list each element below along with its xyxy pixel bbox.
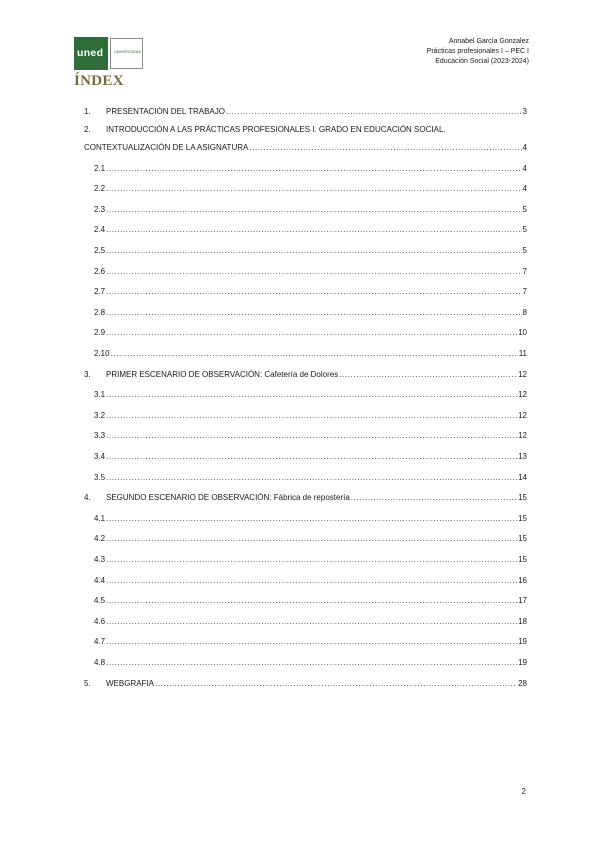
toc-subentry-number: 4.6 (94, 617, 106, 626)
toc-entry-2-9[interactable] (84, 325, 527, 338)
toc-entry-4-8[interactable] (84, 655, 527, 668)
toc-subentry-number: 3.5 (94, 473, 106, 482)
toc-entry-number: 3. (84, 370, 91, 379)
toc-entry-page: 12 (518, 431, 527, 440)
toc-entry-page: 5 (522, 225, 527, 234)
toc-subentry-number: 3.1 (94, 390, 106, 399)
toc-subentry-number: 2.9 (94, 328, 106, 337)
page-number: 2 (521, 787, 526, 796)
toc-entry-4-7[interactable] (84, 634, 527, 647)
toc-subentry-number: 2.3 (94, 205, 106, 214)
toc-leader-dots (106, 616, 517, 627)
toc-entry-page: 7 (522, 267, 527, 276)
toc-entry-3-1[interactable] (84, 387, 527, 400)
toc-leader-dots (106, 575, 517, 586)
toc-entry-label: INTRODUCCIÓN A LAS PRÁCTICAS PROFESIONALES I. GRADO EN EDUCACIÓN SOCIAL. (106, 125, 446, 134)
toc-entry-page: 5 (522, 205, 527, 214)
toc-entry-2-7[interactable] (84, 284, 527, 297)
toc-entry-3-5[interactable] (84, 470, 527, 483)
toc-leader-dots (106, 595, 517, 606)
toc-entry-page: 28 (518, 679, 527, 688)
toc-entry-page: 16 (518, 576, 527, 585)
toc-entry-2-2[interactable] (84, 181, 527, 194)
toc-entry-page: 11 (518, 349, 527, 358)
toc-entry-number: 1. (84, 107, 91, 116)
header-author: Annabel García Gonzalez (448, 38, 529, 45)
toc-subentry-number: 2.4 (94, 225, 106, 234)
toc-subentry-number: 2.7 (94, 287, 106, 296)
toc-leader-dots (106, 327, 517, 338)
toc-entry-page: 17 (518, 596, 527, 605)
toc-entry-page: 15 (518, 555, 527, 564)
toc-entry-label: PRIMER ESCENARIO DE OBSERVACIÓN: Cafetería de Dolores (106, 370, 339, 379)
toc-entry-number: 4. (84, 493, 91, 502)
toc-entry-3-3[interactable] (84, 428, 527, 441)
toc-entry-page: 15 (518, 534, 527, 543)
toc-entry-4-4[interactable] (84, 573, 527, 586)
toc-entry-4[interactable] (84, 490, 527, 503)
toc-subentry-number: 2.2 (94, 184, 106, 193)
toc-entry-page: 18 (518, 617, 527, 626)
toc-entry-number: 2. (84, 125, 91, 134)
toc-subentry-number: 2.8 (94, 308, 106, 317)
toc-subentry-number: 2.10 (94, 349, 110, 358)
toc-leader-dots (106, 245, 521, 256)
toc-entry-page: 4 (522, 184, 527, 193)
index-title: ÍNDEX (74, 73, 124, 89)
toc-entry-4-5[interactable] (84, 593, 527, 606)
toc-leader-dots (106, 307, 521, 318)
toc-entry-page: 3 (522, 107, 527, 116)
toc-entry-2-1[interactable] (84, 161, 527, 174)
toc-leader-dots (106, 657, 517, 668)
toc-leader-dots (226, 106, 522, 117)
toc-leader-dots (106, 533, 517, 544)
toc-leader-dots (111, 348, 518, 359)
toc-leader-dots (106, 183, 521, 194)
toc-entry-number: 5. (84, 679, 91, 688)
toc-entry-page: 4 (522, 143, 527, 152)
toc-entry-2-10[interactable] (84, 346, 527, 359)
toc-leader-dots (106, 389, 517, 400)
toc-entry-page: 7 (522, 287, 527, 296)
toc-entry-page: 10 (518, 328, 527, 337)
toc-entry-page: 13 (518, 452, 527, 461)
toc-entry-page: 19 (518, 637, 527, 646)
toc-entry-page: 15 (518, 493, 527, 502)
toc-subentry-number: 4.4 (94, 576, 106, 585)
toc-subentry-number: 2.5 (94, 246, 106, 255)
toc-leader-dots (106, 451, 517, 462)
toc-entry-2-8[interactable] (84, 305, 527, 318)
header-info (427, 37, 529, 67)
toc-entry-page: 5 (522, 246, 527, 255)
toc-leader-dots (106, 204, 521, 215)
toc-subentry-number: 4.1 (94, 514, 106, 523)
toc-leader-dots (106, 163, 521, 174)
toc-leader-dots (155, 678, 517, 689)
toc-entry-3[interactable] (84, 367, 527, 380)
uned-logo (74, 37, 144, 70)
toc-leader-dots (106, 224, 521, 235)
toc-entry-1[interactable] (84, 104, 527, 117)
toc-leader-dots (106, 472, 517, 483)
toc-entry-3-4[interactable] (84, 449, 527, 462)
toc-entry-2-3[interactable] (84, 202, 527, 215)
toc-subentry-number: 4.3 (94, 555, 106, 564)
toc-subentry-number: 2.1 (94, 164, 106, 173)
toc-entry-4-3[interactable] (84, 552, 527, 565)
header-degree: Educación Social (2023-2024) (435, 58, 529, 65)
toc-entry-page: 14 (518, 473, 527, 482)
uned-logo-secondary-text: UNIVERSIDAD (114, 49, 142, 54)
uned-logo-mark (74, 37, 108, 70)
toc-entry-page: 15 (518, 514, 527, 523)
toc-leader-dots (106, 286, 521, 297)
header-course: Prácticas profesionales I – PEC I (426, 48, 529, 55)
toc-entry-3-2[interactable] (84, 408, 527, 421)
toc-entry-2-4[interactable] (84, 222, 527, 235)
toc-entry-2-line2[interactable] (84, 140, 527, 153)
toc-entry-4-6[interactable] (84, 614, 527, 627)
toc-entry-page: 19 (518, 658, 527, 667)
toc-entry-page: 12 (518, 411, 527, 420)
uned-logo-text: uned (77, 47, 104, 59)
toc-subentry-number: 4.5 (94, 596, 106, 605)
toc-leader-dots (339, 369, 517, 380)
toc-entry-2-line1[interactable] (84, 124, 446, 135)
toc-entry-label: WEBGRAFIA (106, 679, 155, 688)
uned-logo-secondary (110, 38, 143, 69)
toc-entry-page: 8 (522, 308, 527, 317)
toc-entry-label: SEGUNDO ESCENARIO DE OBSERVACIÓN: Fábrica de repostería (106, 493, 350, 502)
toc-entry-label: PRESENTACIÓN DEL TRABAJO (106, 107, 225, 116)
toc-entry-label-continued: CONTEXTUALIZACIÓN DE LA ASIGNATURA (84, 143, 249, 152)
toc-entry-4-1[interactable] (84, 511, 527, 524)
toc-leader-dots (351, 492, 517, 503)
toc-subentry-number: 4.2 (94, 534, 106, 543)
toc-leader-dots (106, 636, 517, 647)
toc-leader-dots (249, 142, 521, 153)
toc-entry-2-6[interactable] (84, 264, 527, 277)
toc-subentry-number: 2.6 (94, 267, 106, 276)
toc-leader-dots (106, 554, 517, 565)
toc-subentry-number: 4.8 (94, 658, 106, 667)
toc-subentry-number: 3.3 (94, 431, 106, 440)
toc-entry-page: 12 (518, 390, 527, 399)
toc-subentry-number: 4.7 (94, 637, 106, 646)
toc-entry-4-2[interactable] (84, 531, 527, 544)
toc-entry-5[interactable] (84, 676, 527, 689)
toc-subentry-number: 3.2 (94, 411, 106, 420)
toc-leader-dots (106, 513, 517, 524)
toc-leader-dots (106, 430, 517, 441)
toc-entry-page: 12 (518, 370, 527, 379)
toc-entry-page: 4 (522, 164, 527, 173)
toc-leader-dots (106, 410, 517, 421)
toc-subentry-number: 3.4 (94, 452, 106, 461)
toc-leader-dots (106, 266, 521, 277)
toc-entry-2-5[interactable] (84, 243, 527, 256)
